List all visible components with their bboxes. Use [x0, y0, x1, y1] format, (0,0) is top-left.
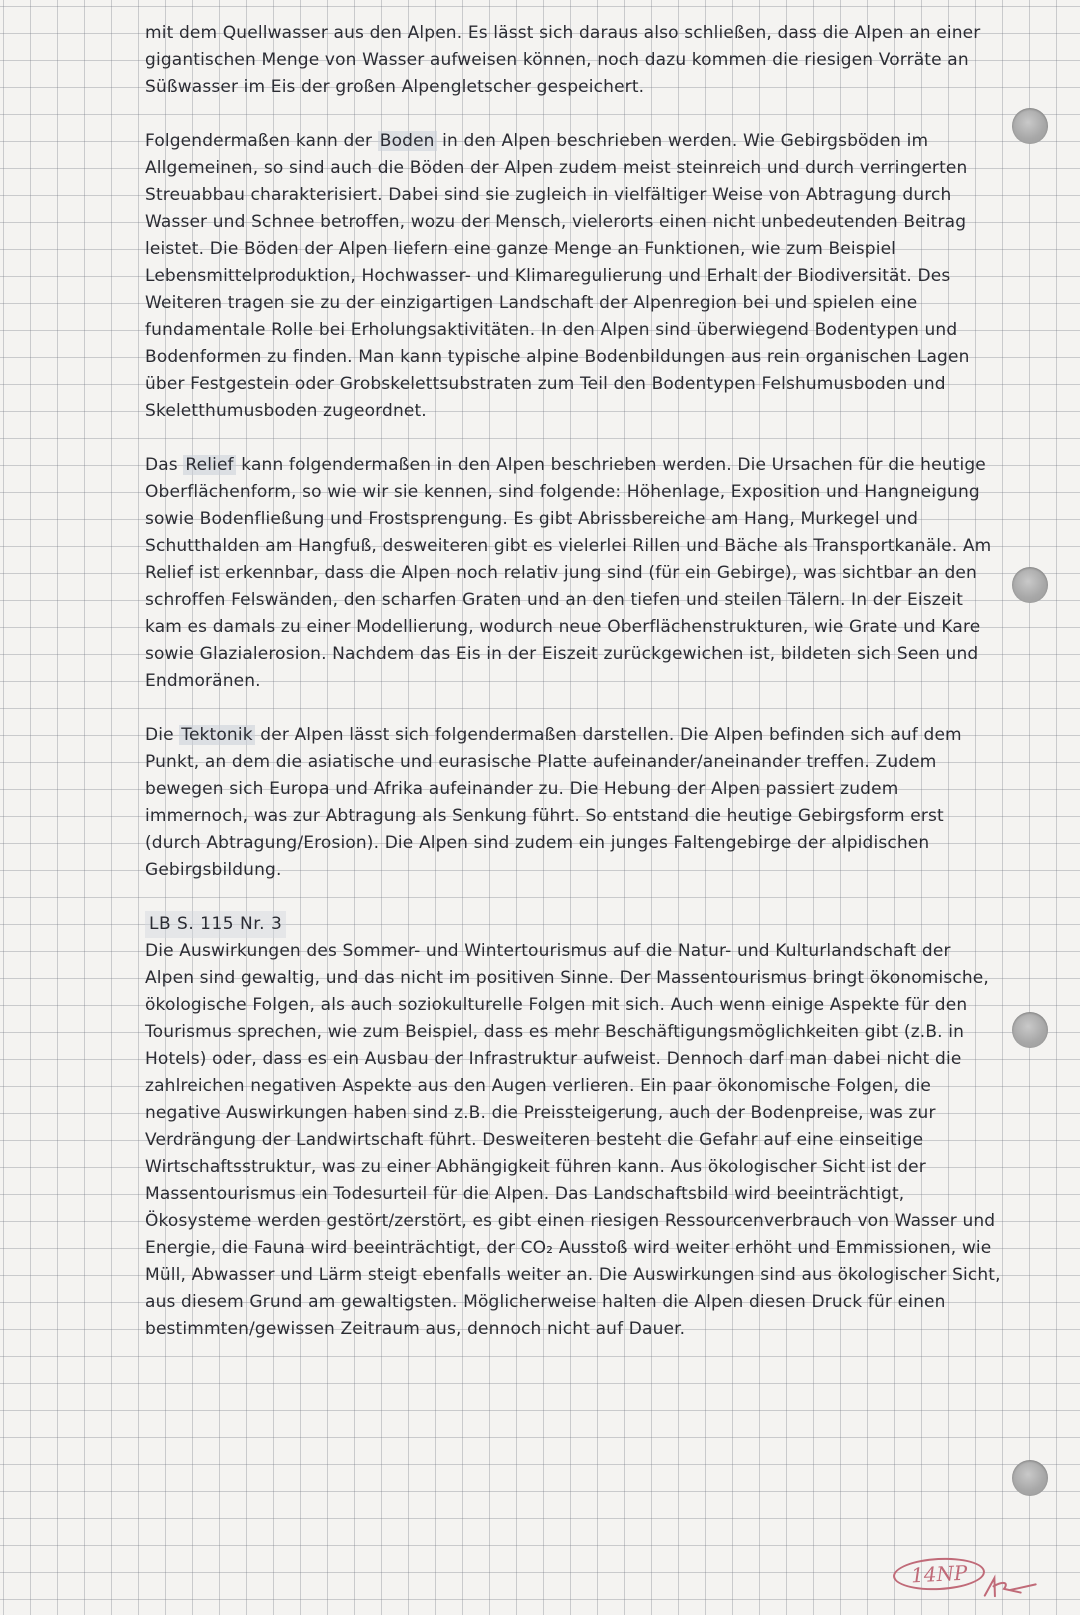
paragraph-relief	[145, 452, 1005, 695]
paragraph-tectonics	[145, 722, 1005, 884]
keyword-tectonics: Tektonik	[181, 725, 253, 745]
paragraph-soil-body: in den Alpen beschrieben werden. Wie Gebirgsböden im Allgemeinen, so sind auch die Böden der Alpen zudem meist steinreich und durch verringerten Streuabbau charakterisiert. Dabei sind sie zugleich in vielfältiger Weise von Abtragung durch Wasser und Schnee betroffen, wozu der Mensch, vielerorts einen nicht unbedeutenden Beitrag leistet. Die Böden der Alpen liefern eine ganze Menge an Funktionen, wie zum Beispiel Lebensmittelproduktion, Hochwasser- und Klimaregulierung und Erhalt der Biodiversität. Des Weiteren tragen sie zu der einzigartigen Landschaft der Alpenregion bei und spielen eine fundamentale Rolle bei Erholungsaktivitäten. In den Alpen sind überwiegend Bodentypen und Bodenformen zu finden. Man kann typische alpine Bodenbildungen aus rein organischen Lagen über Festgestein oder Grobskelettsubstraten zum Teil den Bodentypen Felshumusboden und Skeletthumusboden zugeordnet.	[145, 131, 970, 421]
keyword-soil: Boden	[379, 131, 435, 151]
task-block	[145, 911, 1005, 1343]
punch-hole	[1012, 108, 1048, 144]
punch-hole	[1012, 1012, 1048, 1048]
paragraph-tourism: Die Auswirkungen des Sommer- und Wintertourismus auf die Natur- und Kulturlandschaft der Alpen sind gewaltig, und das nicht im positiven Sinne. Der Massentourismus bringt ökonomische, ökologische Folgen, als auch soziokulturelle Folgen mit sich. Auch wenn einige Aspekte für den Tourismus sprechen, wie zum Beispiel, dass es mehr Beschäftigungsmöglichkeiten gibt (z.B. in Hotels) oder, dass es ein Ausbau der Infrastruktur aufweist. Dennoch darf man dabei nicht die zahlreichen negativen Aspekte aus den Augen verlieren. Ein paar ökonomische Folgen, die negative Auswirkungen haben sind z.B. die Preissteigerung, auch der Bodenpreise, was zur Verdrängung der Landwirtschaft führt. Desweiteren besteht die Gefahr auf eine einseitige Wirtschaftsstruktur, was zu einer Abhängigkeit führen kann. Aus ökologischer Sicht ist der Massentourismus ein Todesurteil für die Alpen. Das Landschaftsbild wird beeinträchtigt, Ökosysteme werden gestört/zerstört, es gibt einen riesigen Ressourcenverbrauch von Wasser und Energie, die Fauna wird beeinträchtigt, der CO₂ Ausstoß wird weiter erhöht und Emmissionen, wie Müll, Abwasser und Lärm steigt ebenfalls weiter an. Die Auswirkungen sind aus ökologischer Sicht, aus diesem Grund am gewaltigsten. Möglicherweise halten die Alpen diesen Druck für einen bestimmten/gewissen Zeitraum aus, dennoch nicht auf Dauer.	[145, 941, 1001, 1339]
paragraph-tectonics-body: der Alpen lässt sich folgendermaßen darstellen. Die Alpen befinden sich auf dem Punkt, an dem die asiatische und eurasische Platte aufeinander/aneinander treffen. Zudem bewegen sich Europa und Afrika aufeinander zu. Die Hebung der Alpen passiert zudem immernoch, was zur Abtragung als Senkung führt. So entstand die heutige Gebirgsform erst (durch Abtragung/Erosion). Die Alpen sind zudem ein junges Faltengebirge der alpidischen Gebirgsbildung.	[145, 725, 962, 880]
signature-scribble-icon	[978, 1566, 1042, 1604]
keyword-relief: Relief	[185, 455, 234, 475]
paragraph-soil-intro: Folgendermaßen kann der	[145, 131, 373, 151]
paragraph-relief-body: kann folgendermaßen in den Alpen beschrieben werden. Die Ursachen für die heutige Oberflächenform, so wie wir sie kennen, sind folgende: Höhenlage, Exposition und Hangneigung sowie Bodenfließung und Frostsprengung. Es gibt Abrissbereiche am Hang, Murkegel und Schutthalden am Hangfuß, desweiteren gibt es vielerlei Rillen und Bäche als Transportkanäle. Am Relief ist erkennbar, dass die Alpen noch relativ jung sind (für ein Gebirge), was sichtbar an den schroffen Felswänden, den scharfen Graten und an den tiefen und steilen Tälern. In der Eiszeit kam es damals zu einer Modellierung, wodurch neue Oberflächenstrukturen, wie Grate und Kare sowie Glazialerosion. Nachdem das Eis in der Eiszeit zurückgewichen ist, bildeten sich Seen und Endmoränen.	[145, 455, 992, 691]
paragraph-tectonics-intro: Die	[145, 725, 174, 745]
grade-mark: 14NP	[892, 1556, 986, 1593]
handwritten-text	[145, 20, 1005, 1370]
paragraph-soil	[145, 128, 1005, 425]
punch-hole	[1012, 1460, 1048, 1496]
punch-holes	[1012, 0, 1052, 1615]
task-label: LB S. 115 Nr. 3	[145, 911, 286, 938]
paragraph-water: mit dem Quellwasser aus den Alpen. Es lässt sich daraus also schließen, dass die Alpen an einer gigantischen Menge von Wasser aufweisen können, noch dazu kommen die riesigen Vorräte an Süßwasser im Eis der großen Alpengletscher gespeichert.	[145, 23, 981, 97]
punch-hole	[1012, 567, 1048, 603]
paragraph-relief-intro: Das	[145, 455, 178, 475]
